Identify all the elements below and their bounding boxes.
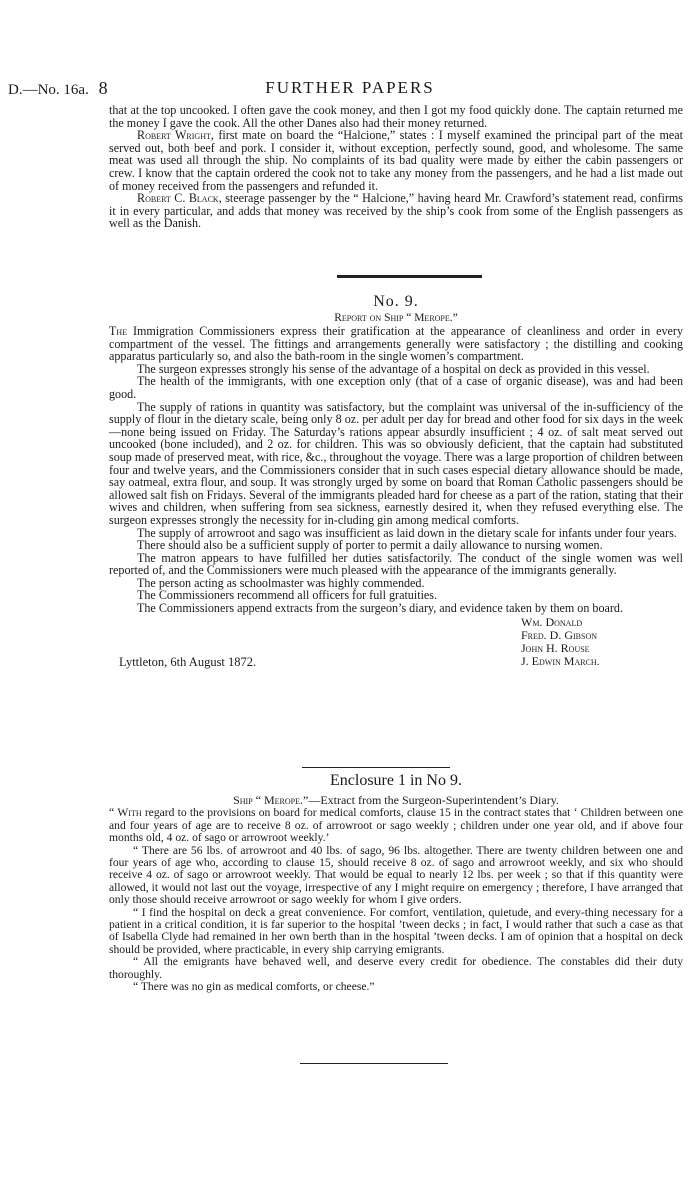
person-name: Robert Wright [137, 128, 211, 143]
reference-code: D.—No. 16a. [8, 82, 89, 98]
section-heading: No. 9. [373, 293, 419, 310]
enclosure-subheading [109, 794, 683, 806]
paragraph: “ There was no gin as medical comforts, or cheese.” [133, 980, 375, 994]
signatory: Wm. Donald [521, 614, 583, 629]
paragraph-text: Immigration Commissioners express their gratification at the appearance of cleanliness and order in every compartment of the vessel. The fittings and arrangements generally were satisfactory ; the distilling and cooking apparatus particularly so, and also the bath-room in the single women’s compartment. [109, 324, 683, 364]
quote-mark: “ [109, 806, 118, 820]
ship-label: Ship “ Merope.” [233, 793, 309, 807]
paragraph: that at the top uncooked. I often gave the cook money, and then I got my food quickly done. The captain returned me the money I gave the cook. All the other Danes also had their money returned. [109, 103, 683, 130]
paragraph [109, 325, 683, 363]
section-divider [300, 1063, 448, 1064]
paragraph: The supply of rations in quantity was satisfactory, but the complaint was universal of the in-sufficiency of the supply of flour in the dietary scale, being only 8 oz. per adult per day for bread and other food for six days in the week—none being issued on Friday. The Saturday’s rations appear absurdly insufficient ; 4 oz. of salt meat served out uncooked (bone included), and 2 oz. for children. This was so obviously deficient, that the captain had substituted soup made of preserved meat, with rice, &c., throughout the voyage. There was a large proportion of children between four and twelve years, and the Commissioners consider that in such cases especial dietary allowance should be made, say oatmeal, extra flour, and soup. It was strongly urged by some on board that Roman Catholic passengers should be allowed salt fish on Fridays. Several of the immigrants pleaded hard for cheese as a part of the ration, stating that their wives and children, when suffering from sea sickness, earnestly desired it, when they refused everything else. The surgeon expresses strongly the necessity for in-cluding gin among medical comforts. [109, 399, 683, 527]
running-title: FURTHER PAPERS [265, 78, 435, 97]
paragraph: “ There are 56 lbs. of arrowroot and 40 lbs. of sago, 96 lbs. altogether. There are twenty children between one and four years of age who, according to clause 15, should receive 8 oz. of sago and arrowroot weekly, and six who should receive 4 oz. of sago or arrowroot weekly. That would be equal to nearly 12 lbs. per week ; so that if this quantity were allowed, it would not last out the voyage, irrespective of any I might require on emergency ; therefore, I have arranged that only those should receive arrowroot or sago weekly for whom I give orders. [109, 843, 683, 907]
signatures-block [109, 616, 683, 668]
section-continuation [109, 104, 683, 230]
person-name: Robert C. Black [137, 191, 219, 206]
signatory: Fred. D. Gibson [521, 627, 598, 642]
enclosure-heading: Enclosure 1 in No 9. [330, 772, 462, 789]
paragraph-text: regard to the provisions on board for medical comforts, clause 15 in the contract states that ‘ Children between one and four years of age are to receive 8 oz. of arrowroot or sago weekly ; children under one year old, and if above four months old, 4 oz. of sago or arrowroot weekly.’ [109, 806, 683, 845]
section-subheading: Report on Ship “ Merope.” [334, 312, 458, 324]
lead-word: With [117, 806, 142, 820]
paragraph: The Commissioners recommend all officers for full gratuities. [137, 588, 438, 603]
paragraph [109, 192, 683, 230]
paragraph: The surgeon expresses strongly his sense of the advantage of a hospital on deck as provided in this vessel. [137, 361, 650, 376]
page-header [0, 78, 700, 100]
paragraph: The health of the immigrants, with one exception only (that of a case of organic disease), was and had been good. [109, 374, 683, 401]
signatory: J. Edwin March. [521, 653, 600, 668]
section-report [109, 293, 683, 668]
section-divider [337, 275, 482, 278]
section-divider [302, 767, 450, 768]
signatory: John H. Rouse [521, 640, 590, 655]
paragraph: The person acting as schoolmaster was highly commended. [137, 575, 425, 590]
paragraph: “ All the emigrants have behaved well, and deserve every credit for obedience. The constables did their duty thoroughly. [109, 955, 683, 981]
section-enclosure [109, 772, 683, 994]
paragraph: The supply of arrowroot and sago was insufficient as laid down in the dietary scale for infants under four years. [137, 525, 677, 540]
paragraph-text: , first mate on board the “Halcione,” states : I myself examined the principal part of the meat served out, both beef and pork. I consider it, without exception, perfectly sound, good, and wholesome. The same meat was used all through the ship. No complaints of its bad quality were made by either the cabin passengers or crew. I know that the captain ordered the cook not to take any money from the passengers, and he had a list made out of money received from the passengers and refunded it. [109, 128, 683, 193]
paragraph [109, 807, 683, 844]
paragraph: There should also be a sufficient supply of porter to permit a daily allowance to nursing women. [137, 538, 603, 553]
paragraph: The Commissioners append extracts from the surgeon’s diary, and evidence taken by them on board. [137, 601, 623, 616]
paragraph [109, 129, 683, 192]
paragraph: The matron appears to have fulfilled her duties satisfactorily. The conduct of the single women was well reported of, and the Commissioners were much pleased with the appearance of the immigrants generally. [109, 550, 683, 578]
subheading-text: —Extract from the Surgeon-Superintendent’s Diary. [308, 793, 559, 807]
report-date: Lyttleton, 6th August 1872. [119, 654, 257, 669]
paragraph: “ I find the hospital on deck a great convenience. For comfort, ventilation, quietude, and every-thing necessary for a patient in a critical condition, it is far superior to the hospital ’tween decks ; in fact, I would rather that such a case as that of Isabella Clyde had remained in her own berth than in the hospital ’tween decks. I am of opinion that a hospital on deck should be provided, where practicable, in every ship carrying emigrants. [109, 905, 683, 956]
paragraph-text: , steerage passenger by the “ Halcione,” having heard Mr. Crawford’s statement read, confirms it in every particular, and adds that money was received by the ship’s cook from some of the English passengers as well as the Danish. [109, 191, 683, 231]
page-number: 8 [98, 78, 108, 98]
lead-word: The [109, 324, 128, 338]
